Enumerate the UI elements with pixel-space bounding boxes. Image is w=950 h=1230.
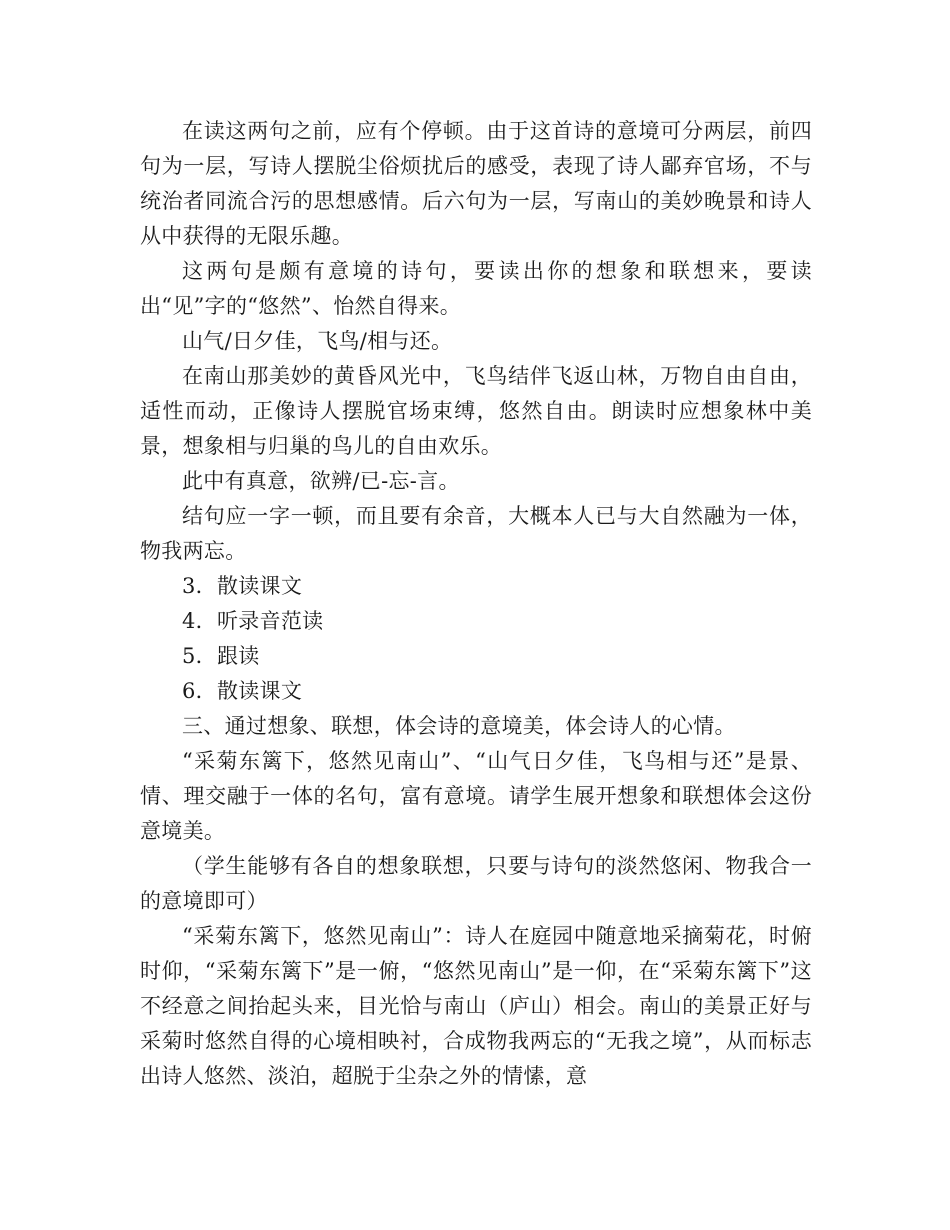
document-body	[140, 114, 812, 1094]
paragraph-famous-lines: “采菊东篱下，悠然见南山”、“山气日夕佳，飞鸟相与还”是景、情、理交融于一体的名句，富有意境。请学生展开想象和联想体会这份意境美。	[140, 749, 812, 843]
paragraph-chrysanthemum-analysis: “采菊东篱下，悠然见南山”：诗人在庭园中随意地采摘菊花，时俯时仰，“采菊东篱下”是一俯，“悠然见南山”是一仰，在“采菊东篱下”这不经意之间抬起头来，目光恰与南山（庐山）相会。南山的美景正好与采菊时悠然自得的心境相映衬，合成物我两忘的“无我之境”，从而标志出诗人悠然、淡泊，超脱于尘杂之外的情愫，意	[140, 924, 812, 1088]
paragraph-student-note: （学生能够有各自的想象联想，只要与诗句的淡然悠闲、物我合一的意境即可）	[140, 854, 812, 913]
list-item-step-3: 3．散读课文	[182, 574, 303, 598]
paragraph-verse-true-meaning: 此中有真意，欲辨/已-忘-言。	[182, 469, 460, 493]
paragraph-verse-mountain-air: 山气/日夕佳，飞鸟/相与还。	[182, 329, 453, 353]
paragraph-final-line: 结句应一字一顿，而且要有余音，大概本人已与大自然融为一体，物我两忘。	[140, 504, 812, 563]
paragraph-stanza-layers: 在读这两句之前，应有个停顿。由于这首诗的意境可分两层，前四句为一层，写诗人摆脱尘俗烦扰后的感受，表现了诗人鄙弃官场，不与统治者同流合污的思想感情。后六句为一层，写南山的美妙晚景和诗人从中获得的无限乐趣。	[140, 119, 812, 248]
list-item-step-5: 5．跟读	[182, 644, 260, 668]
paragraph-sunset-scene: 在南山那美妙的黄昏风光中，飞鸟结伴飞返山林，万物自由自由，适性而动，正像诗人摆脱官场束缚，悠然自由。朗读时应想象林中美景，想象相与归巢的鸟儿的自由欢乐。	[140, 364, 812, 458]
section-heading-three: 三、通过想象、联想，体会诗的意境美，体会诗人的心情。	[182, 714, 736, 738]
list-item-step-6: 6．散读课文	[182, 679, 303, 703]
list-item-step-4: 4．听录音范读	[182, 609, 324, 633]
paragraph-reading-imagination: 这两句是颇有意境的诗句，要读出你的想象和联想来，要读出“见”字的“悠然”、怡然自得来。	[140, 259, 812, 318]
